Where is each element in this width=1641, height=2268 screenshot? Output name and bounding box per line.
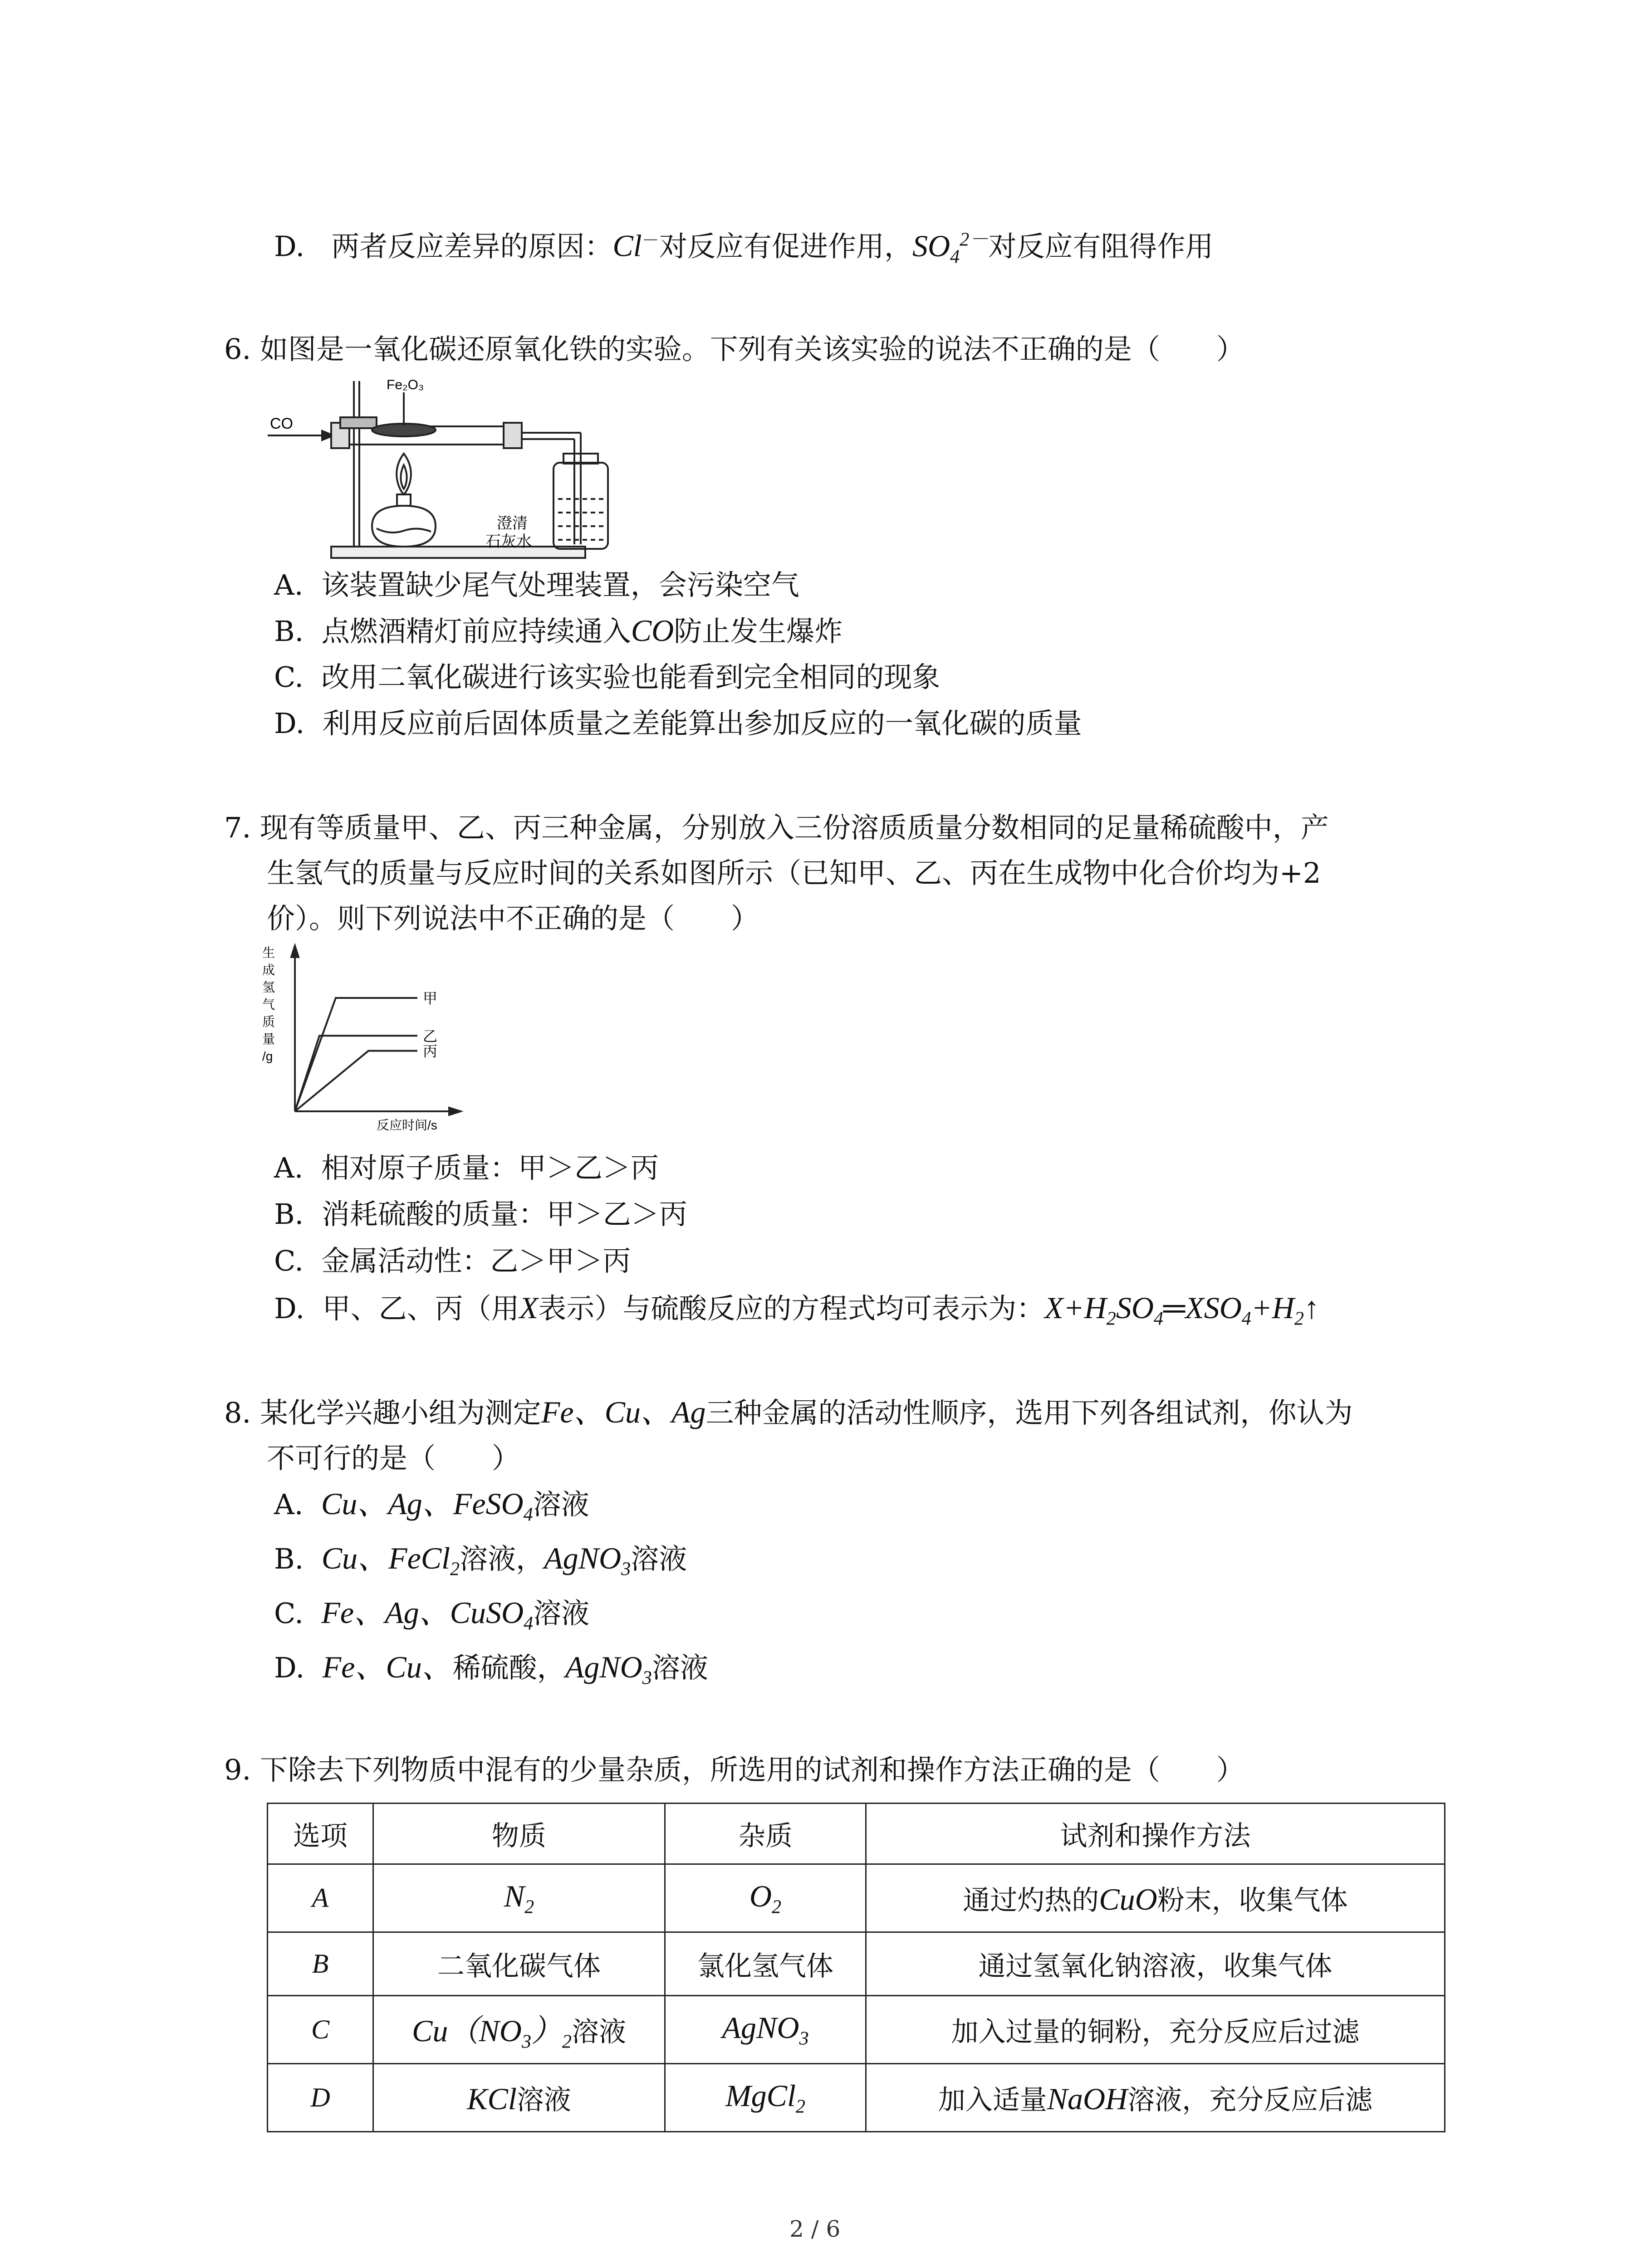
option-text: 表示）与硫酸反应的方程式均可表示为： (538, 1292, 1045, 1325)
q7-stem-line-2: 生氢气的质量与反应时间的关系如图所示（已知甲、乙、丙在生成物中化合价均为+2 (267, 856, 1321, 890)
substance-text: 溶液 (516, 2084, 571, 2116)
table-row (268, 1996, 1445, 2064)
option-text: 稀硫酸， (452, 1651, 565, 1684)
y-axis-label-char: /g (262, 1049, 273, 1063)
option-label: C. (274, 660, 304, 694)
formula-option-c: Fe、Ag、CuSO$_4$ (321, 1595, 534, 1634)
q7-stem-line-3: 价）。则下列说法中不正确的是（ ） (267, 902, 759, 935)
y-axis-label-char: 成 (262, 963, 275, 977)
question-number: 6. (224, 332, 251, 366)
q7-option-b (274, 1196, 687, 1232)
q6-stem (224, 331, 1244, 367)
header-cell: 物质 (373, 1804, 665, 1864)
fe2o3-label: Fe₂O₃ (387, 377, 424, 392)
question-number: 9. (224, 1753, 251, 1786)
option-text: 溶液 (533, 1488, 589, 1521)
option-text: 溶液 (533, 1597, 590, 1630)
charge: － (642, 230, 660, 251)
q8-stem-line-1 (224, 1394, 1353, 1431)
header-cell: 试剂和操作方法 (866, 1804, 1445, 1864)
series-label-乙: 乙 (423, 1028, 438, 1045)
formula-option-b-1: Cu、FeCl$_2$ (321, 1541, 460, 1580)
method-text: 溶液，充分反应后滤 (1127, 2084, 1373, 2116)
formula-option-d-2: AgNO$_3$ (565, 1650, 652, 1689)
option-label: D. (274, 707, 305, 740)
option-text: 金属活动性：乙＞甲＞丙 (321, 1244, 631, 1277)
impurity-cell: 氯化氢气体 (665, 1932, 866, 1996)
formula-x: X (519, 1290, 539, 1325)
series-label-甲: 甲 (423, 990, 438, 1007)
substance-cell: 二氧化碳气体 (373, 1932, 665, 1996)
impurity-cell: AgNO$_3$ (665, 1996, 866, 2064)
option-cell: B (268, 1932, 373, 1996)
page-number: 2 / 6 (789, 2216, 841, 2242)
question-text: 下除去下列物质中混有的少量杂质，所选用的试剂和操作方法正确的是（ ） (260, 1753, 1244, 1786)
formula-option-b-2: AgNO$_3$ (544, 1541, 631, 1580)
y-axis-label-char: 质 (262, 1015, 275, 1029)
option-label: D. (274, 230, 305, 263)
option-label: A. (274, 568, 304, 601)
co-label: CO (270, 415, 293, 432)
q6-option-d (274, 705, 1082, 742)
option-cell: C (268, 1996, 373, 2064)
option-text: 消耗硫酸的质量：甲＞乙＞丙 (321, 1198, 687, 1231)
y-axis-label-char: 生 (262, 946, 275, 960)
option-text: 改用二氧化碳进行该实验也能看到完全相同的现象 (321, 660, 941, 694)
substance-cell: $N_2$ (373, 1864, 665, 1932)
q8-stem-line-2: 不可行的是（ ） (267, 1442, 520, 1475)
q7-option-a (274, 1150, 659, 1186)
option-text: 溶液 (631, 1542, 687, 1575)
q7-stem-line-1 (224, 810, 1329, 846)
q6-option-c (274, 659, 940, 695)
option-text: 相对原子质量：甲＞乙＞丙 (321, 1151, 659, 1184)
question-number: 7. (224, 811, 251, 844)
header-cell: 选项 (268, 1804, 373, 1864)
q7-option-c (274, 1243, 631, 1279)
formula-co: CO (631, 613, 674, 648)
option-text: 溶液 (652, 1651, 708, 1684)
question-text: 如图是一氧化碳还原氧化铁的实验。下列有关该实验的说法不正确的是（ ） (260, 332, 1244, 366)
option-text: 利用反应前后固体质量之差能算出参加反应的一氧化碳的质量 (322, 707, 1082, 740)
option-text: 对反应有促进作用， (659, 230, 913, 263)
impurity-cell: MgCl$_2$ (665, 2064, 866, 2132)
y-axis-arrow (291, 946, 299, 957)
q5-option-d (274, 221, 1213, 275)
table-row (268, 1932, 1445, 1996)
q8-option-b (274, 1540, 687, 1588)
option-text: 点燃酒精灯前应持续通入 (321, 615, 631, 648)
q8-option-d (274, 1649, 708, 1696)
method-cell: 通过灼热的CuO粉末，收集气体 (866, 1864, 1445, 1932)
method-cell: 加入适量NaOH溶液，充分反应后滤 (866, 2064, 1445, 2132)
x-axis-arrow (449, 1108, 460, 1115)
option-label: B. (274, 615, 304, 648)
q8-option-a (274, 1486, 589, 1533)
reaction-equation: $X+H_2SO_4═XSO_4+H_2↑$ (1044, 1290, 1319, 1330)
y-axis-label-char: 量 (262, 1032, 275, 1046)
q8-option-c (274, 1594, 589, 1642)
header-cell: 杂质 (665, 1804, 866, 1864)
y-axis-label-char: 氢 (262, 980, 275, 994)
option-text: 对反应有阻得作用 (988, 230, 1214, 263)
option-label: A. (274, 1151, 304, 1184)
formula-so4: $SO_4^{2-}$ (912, 228, 989, 268)
table-row (268, 1864, 1445, 1932)
impurity-cell: $O_2$ (665, 1864, 866, 1932)
substance-text: 溶液 (572, 2016, 626, 2048)
option-text: 溶液， (460, 1542, 544, 1575)
co-reduction-apparatus-figure (268, 372, 612, 562)
option-label: C. (274, 1244, 304, 1277)
substance-cell: $Cu(NO_3)_2$溶液 (373, 1996, 665, 2064)
option-text: 该装置缺少尾气处理装置，会污染空气 (321, 568, 799, 601)
series-line-乙 (295, 1036, 417, 1111)
method-cell: 加入过量的铜粉，充分反应后过滤 (866, 1996, 1445, 2064)
option-label: D. (274, 1292, 305, 1325)
y-axis-label-char: 气 (262, 997, 275, 1012)
question-text: 现有等质量甲、乙、丙三种金属，分别放入三份溶质质量分数相同的足量稀硫酸中，产 (260, 811, 1329, 844)
q9-stem (224, 1752, 1244, 1788)
formula-metals: Fe、Cu、Ag (541, 1395, 706, 1429)
option-label: C. (274, 1597, 304, 1630)
q9-table (267, 1803, 1445, 2132)
formula-cl: Cl (612, 228, 642, 263)
question-number: 8. (224, 1396, 251, 1429)
option-cell: A (268, 1864, 373, 1932)
table-header-row (268, 1804, 1445, 1864)
method-text: 加入适量 (938, 2084, 1047, 2116)
q7-option-d (274, 1290, 1319, 1337)
option-label: D. (274, 1651, 305, 1684)
option-text: 两者反应差异的原因： (331, 230, 613, 263)
formula-option-a: Cu、Ag、FeSO$_4$ (321, 1486, 533, 1525)
table-row (268, 2064, 1445, 2132)
option-label: A. (274, 1488, 304, 1521)
x-axis-label: 反应时间/s (377, 1118, 437, 1132)
hydrogen-mass-chart (259, 939, 495, 1134)
limewater-label-1: 澄清 (497, 515, 528, 532)
method-text: 粉末，收集气体 (1157, 1884, 1348, 1916)
option-label: B. (274, 1542, 304, 1575)
question-text: 三种金属的活动性顺序，选用下列各组试剂，你认为 (705, 1396, 1353, 1429)
option-label: B. (274, 1198, 304, 1231)
question-text: 某化学兴趣小组为测定 (260, 1396, 541, 1429)
option-cell: D (268, 2064, 373, 2132)
substance-cell: KCl溶液 (373, 2064, 665, 2132)
option-text: 防止发生爆炸 (674, 615, 843, 648)
limewater-label-2: 石灰水 (485, 533, 532, 550)
q6-option-b (274, 612, 843, 650)
method-cell: 通过氢氧化钠溶液，收集气体 (866, 1932, 1445, 1996)
series-label-丙: 丙 (423, 1043, 438, 1060)
formula-option-d-1: Fe、Cu、 (322, 1650, 453, 1684)
method-text: 通过灼热的 (963, 1884, 1099, 1916)
option-text: 甲、乙、丙（用 (322, 1292, 519, 1325)
q6-option-a (274, 567, 799, 603)
